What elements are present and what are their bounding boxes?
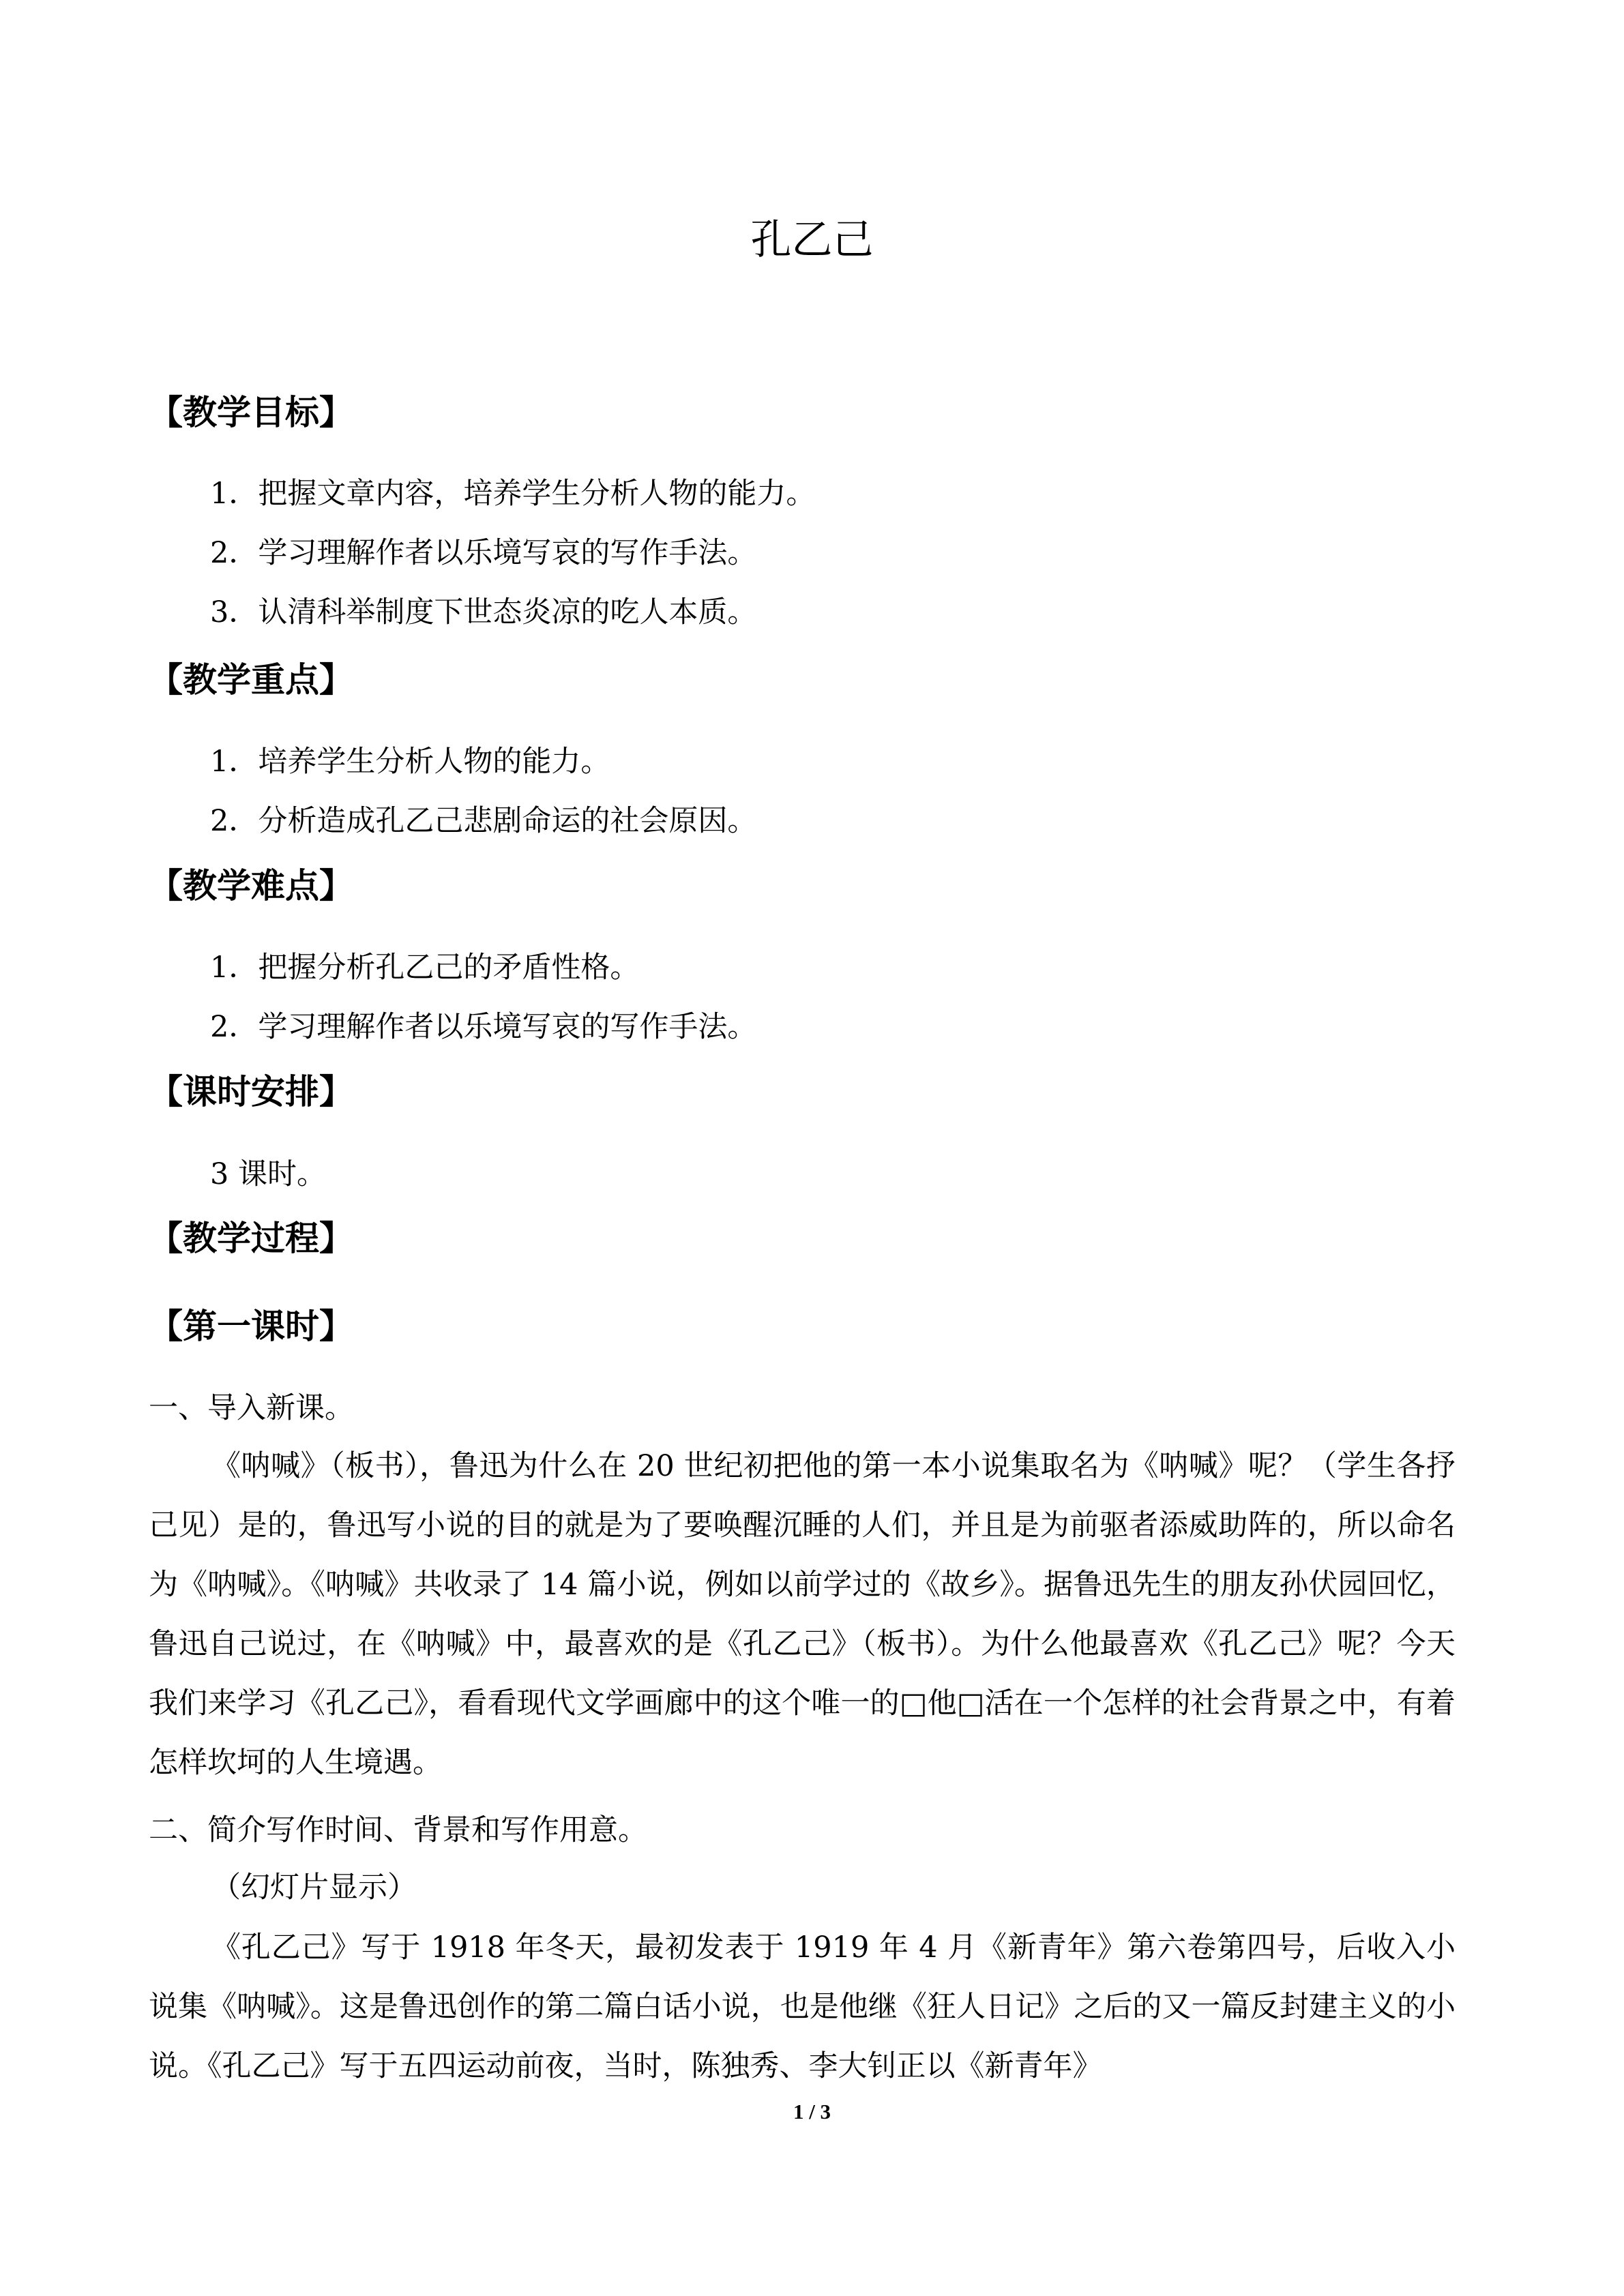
schedule-text: 3 课时。	[210, 1157, 327, 1191]
lesson1-heading: 【第一课时】	[149, 1307, 353, 1346]
section-title: 二、简介写作时间、背景和写作用意。	[149, 1813, 647, 1847]
key-point-item: 2．分析造成孔乙己悲剧命运的社会原因。	[210, 804, 757, 838]
slide-note: （幻灯片显示）	[211, 1870, 417, 1905]
process-heading: 【教学过程】	[149, 1219, 353, 1258]
difficulty-item: 2．学习理解作者以乐境写哀的写作手法。	[210, 1010, 757, 1044]
objective-item: 3．认清科举制度下世态炎凉的吃人本质。	[210, 595, 757, 629]
objective-item: 2．学习理解作者以乐境写哀的写作手法。	[210, 536, 757, 570]
key-points-heading: 【教学重点】	[149, 660, 353, 700]
difficulty-item: 1．把握分析孔乙己的矛盾性格。	[210, 951, 640, 985]
page-title: 孔乙己	[750, 216, 874, 264]
difficulties-heading: 【教学难点】	[149, 866, 353, 906]
background-paragraph: 《孔乙己》写于 1918 年冬天，最初发表于 1919 年 4 月《新青年》第六卷第四号，后收入小说集《呐喊》。这是鲁迅创作的第二篇白话小说，也是他继《狂人日记》之后的又一篇反封建主义的小说。《孔乙己》写于五四运动前夜，当时，陈独秀、李大钊正以《新青年》	[149, 1930, 1456, 2083]
schedule-heading: 【课时安排】	[149, 1072, 353, 1112]
page-number: 1 / 3	[793, 2100, 831, 2123]
key-point-item: 1．培养学生分析人物的能力。	[210, 745, 610, 779]
objectives-heading: 【教学目标】	[149, 393, 353, 432]
objective-item: 1．把握文章内容，培养学生分析人物的能力。	[210, 477, 816, 511]
section-title: 一、导入新课。	[149, 1391, 354, 1425]
intro-paragraph: 《呐喊》（板书），鲁迅为什么在 20 世纪初把他的第一本小说集取名为《呐喊》呢？（学生各抒己见）是的，鲁迅写小说的目的就是为了要唤醒沉睡的人们，并且是为前驱者添威助阵的，所以命名为《呐喊》。《呐喊》共收录了 14 篇小说，例如以前学过的《故乡》。据鲁迅先生的朋友孙伏园回忆，鲁迅自己说过，在《呐喊》中，最喜欢的是《孔乙己》（板书）。为什么他最喜欢《孔乙己》呢？今天我们来学习《孔乙己》，看看现代文学画廊中的这个唯一的□他□活在一个怎样的社会背景之中，有着怎样坎坷的人生境遇。	[149, 1449, 1456, 1780]
